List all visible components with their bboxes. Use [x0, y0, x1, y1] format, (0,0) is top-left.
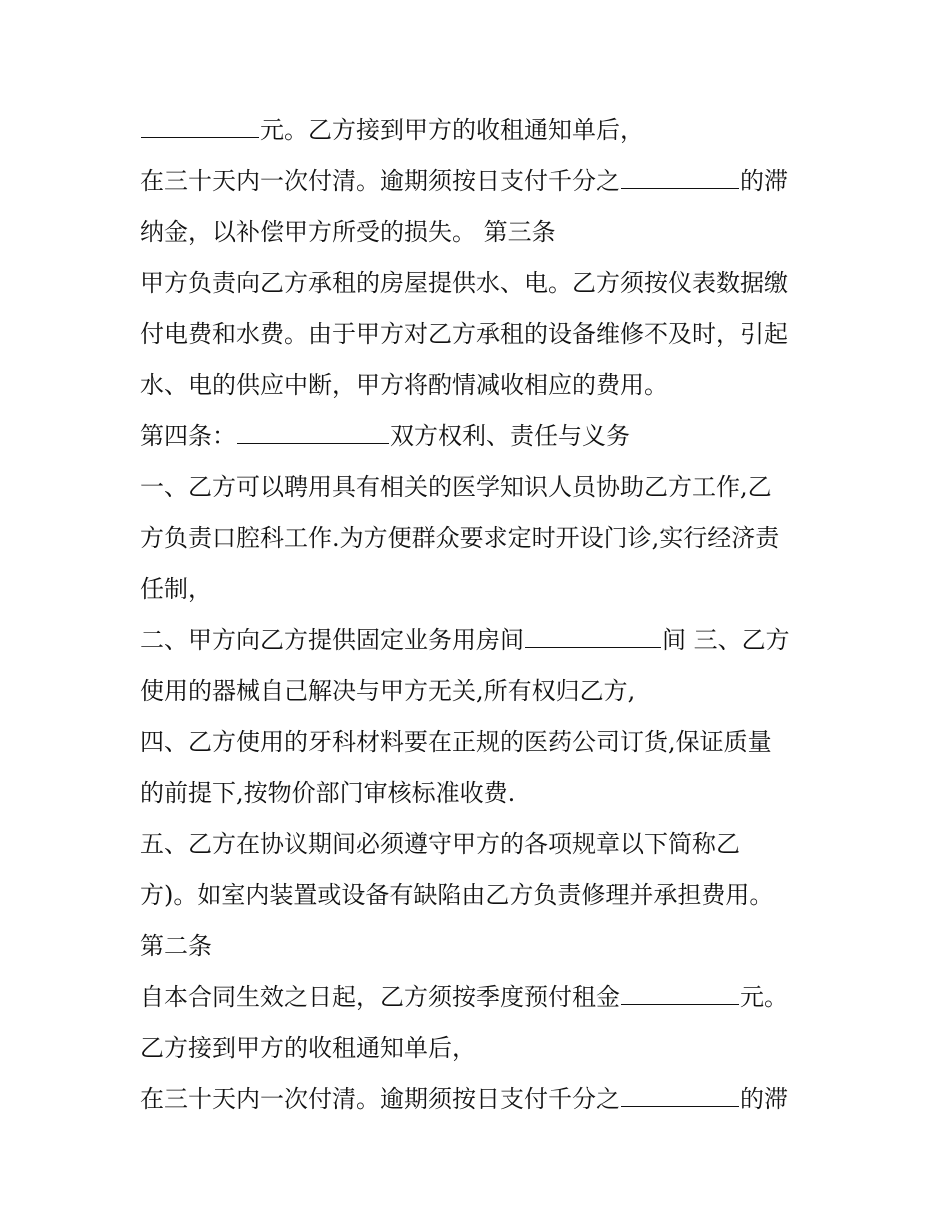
fill-in-blank: [141, 115, 259, 138]
text-line-content: 五、乙方在协议期间必须遵守甲方的各项规章以下简称乙: [140, 830, 740, 858]
fill-in-blank: [525, 625, 661, 648]
text-line: [140, 258, 820, 309]
text-line-content: 方)。如室内装置或设备有缺陷由乙方负责修理并承担费用。: [140, 881, 774, 909]
text-line: [140, 870, 820, 921]
fill-in-blank: [621, 1084, 739, 1107]
text-line-content: 一、乙方可以聘用具有相关的医学知识人员协助乙方工作,乙: [140, 473, 772, 501]
text-line-content: 在三十天内一次付清。逾期须按日支付千分之: [140, 167, 620, 195]
text-line-content: 在三十天内一次付清。逾期须按日支付千分之: [140, 1085, 620, 1113]
text-line-content: 第四条：: [140, 422, 236, 450]
text-line: [140, 207, 820, 258]
text-line: [140, 360, 820, 411]
text-line-content: 任制，: [140, 575, 212, 603]
text-line-content: 元。乙方接到甲方的收租通知单后，: [260, 116, 644, 144]
text-line: [140, 1074, 820, 1125]
text-line: [140, 411, 820, 462]
text-line: [140, 156, 820, 207]
text-line: [140, 972, 820, 1023]
text-line-content: 间 三、乙方: [662, 626, 790, 654]
fill-in-blank: [621, 166, 739, 189]
text-line-content: 的滞: [740, 167, 788, 195]
text-line: [140, 462, 820, 513]
text-line-content: 甲方负责向乙方承租的房屋提供水、电。乙方须按仪表数据缴: [140, 269, 788, 297]
text-line-content: 的前提下,按物价部门审核标准收费.: [140, 779, 516, 807]
text-line: [140, 309, 820, 360]
text-line: [140, 819, 820, 870]
text-line-content: 元。: [740, 983, 788, 1011]
text-line: [140, 564, 820, 615]
contract-body-text: [140, 105, 820, 1125]
text-line-content: 的滞: [740, 1085, 788, 1113]
text-line-content: 付电费和水费。由于甲方对乙方承租的设备维修不及时，引起: [140, 320, 788, 348]
fill-in-blank: [237, 421, 389, 444]
text-line: [140, 768, 820, 819]
text-line-content: 纳金，以补偿甲方所受的损失。 第三条: [140, 218, 556, 246]
text-line: [140, 105, 820, 156]
text-line-content: 双方权利、责任与义务: [390, 422, 630, 450]
text-line: [140, 513, 820, 564]
text-line: [140, 1023, 820, 1074]
text-line-content: 方负责口腔科工作.为方便群众要求定时开设门诊,实行经济责: [140, 524, 780, 552]
text-line-content: 自本合同生效之日起，乙方须按季度预付租金: [140, 983, 620, 1011]
text-line: [140, 666, 820, 717]
text-line: [140, 717, 820, 768]
text-line-content: 使用的器械自己解决与甲方无关,所有权归乙方,: [140, 677, 636, 705]
text-line-content: 乙方接到甲方的收租通知单后，: [140, 1034, 476, 1062]
text-line: [140, 921, 820, 972]
fill-in-blank: [621, 982, 739, 1005]
text-line-content: 二、甲方向乙方提供固定业务用房间: [140, 626, 524, 654]
text-line-content: 水、电的供应中断，甲方将酌情减收相应的费用。: [140, 371, 668, 399]
text-line: [140, 615, 820, 666]
text-line-content: 四、乙方使用的牙科材料要在正规的医药公司订货,保证质量: [140, 728, 772, 756]
text-line-content: 第二条: [140, 932, 212, 960]
